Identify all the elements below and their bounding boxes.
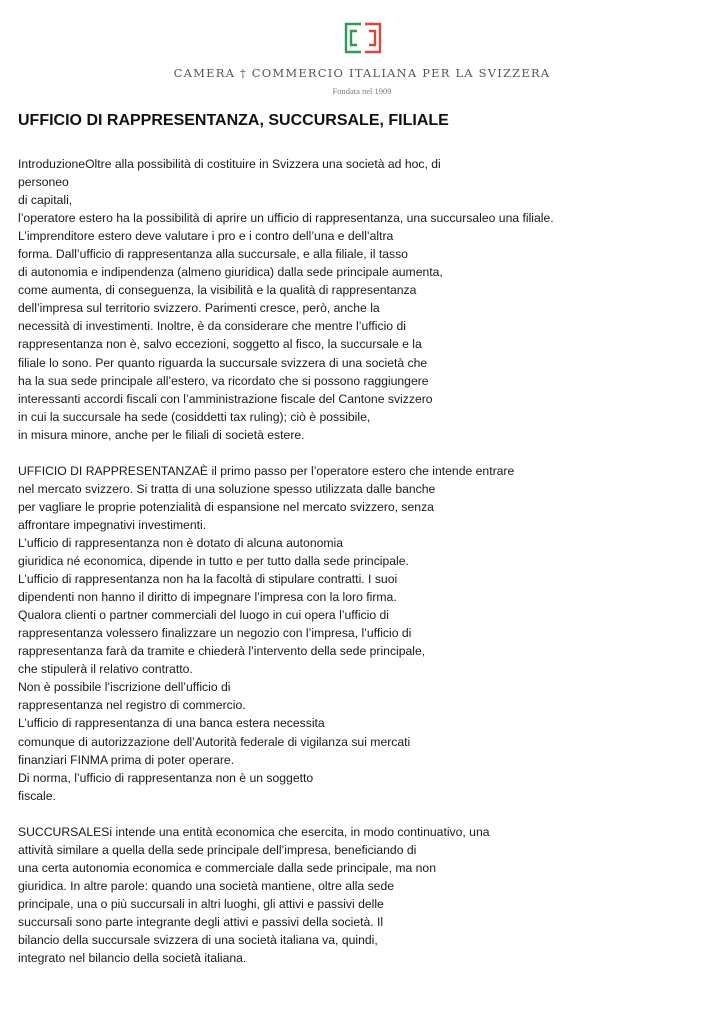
text-line: fiscale.: [18, 788, 56, 803]
text-line: giuridica. In altre parole: quando una società mantiene, oltre alla sede: [18, 878, 395, 893]
page-title: UFFICIO DI RAPPRESENTANZA, SUCCURSALE, FILIALE: [18, 112, 449, 129]
text-line: Di norma, l’ufficio di rappresentanza non è un soggetto: [18, 770, 314, 785]
text-line: SUCCURSALESi intende una entità economica che esercita, in modo continuativo, una: [18, 824, 490, 839]
text-line: UFFICIO DI RAPPRESENTANZAÈ il primo passo per l’operatore estero che intende entrare: [18, 463, 515, 478]
text-line: principale, una o più succursali in altri luoghi, gli attivi e passivi delle: [18, 896, 384, 911]
text-line: integrato nel bilancio della società italiana.: [18, 951, 247, 966]
text-line: attività similare a quella della sede principale dell’impresa, beneficiando di: [18, 842, 417, 857]
text-line: L’ufficio di rappresentanza non è dotato di alcuna autonomia: [18, 535, 344, 550]
text-line: nel mercato svizzero. Si tratta di una soluzione spesso utilizzata dalle banche: [18, 481, 436, 496]
text-line: L’ufficio di rappresentanza non ha la facoltà di stipulare contratti. I suoi: [18, 572, 398, 587]
text-line: come aumenta, di conseguenza, la visibilità e la qualità di rappresentanza: [18, 283, 417, 298]
text-line: forma. Dall’ufficio di rappresentanza alla succursale, e alla filiale, il tasso: [18, 247, 408, 262]
text-line: affrontare impegnativi investimenti.: [18, 517, 207, 532]
text-line: Qualora clienti o partner commerciali del luogo in cui opera l’ufficio di: [18, 608, 390, 623]
text-line: L’ufficio di rappresentanza di una banca estera necessita: [18, 716, 325, 731]
text-line: in misura minore, anche per le filiali di società estere.: [18, 427, 305, 442]
text-line: di capitali,: [18, 193, 73, 208]
text-line: comunque di autorizzazione dell’Autorità federale di vigilanza sui mercati: [18, 734, 411, 749]
text-line: una certa autonomia economica e commerciale dalla sede principale, ma non: [18, 860, 436, 875]
text-line: bilancio della succursale svizzera di una società italiana va, quindi,: [18, 933, 378, 948]
text-line: ha la sua sede principale all’estero, va ricordato che si possono raggiungere: [18, 373, 429, 388]
text-line: personeo: [18, 175, 69, 190]
text-line: per vagliare le proprie potenzialità di espansione nel mercato svizzero, senza: [18, 499, 434, 514]
text-line: rappresentanza farà da tramite e chiederà l’intervento della sede principale,: [18, 644, 426, 659]
text-line: l’operatore estero ha la possibilità di aprire un ufficio di rappresentanza, una succursaleo una filiale.: [18, 211, 554, 226]
organization-founded: Fondata nel 1909: [332, 86, 392, 96]
paragraph-gap: [18, 444, 708, 462]
text-line: dipendenti non hanno il diritto di impegnare l’impresa con la loro firma.: [18, 590, 397, 605]
text-line: Non è possibile l’iscrizione dell’ufficio di: [18, 680, 231, 695]
text-line: IntroduzioneOltre alla possibilità di costituire in Svizzera una società ad hoc, di: [18, 157, 441, 171]
text-line: finanziari FINMA prima di poter operare.: [18, 752, 235, 767]
organization-name: CAMERA † COMMERCIO ITALIANA PER LA SVIZZERA: [173, 66, 551, 80]
paragraph-gap: [18, 805, 708, 823]
text-line: filiale lo sono. Per quanto riguarda la succursale svizzera di una società che: [18, 355, 428, 370]
text-line: L’imprenditore estero deve valutare i pro e i contro dell’una e dell’altra: [18, 229, 394, 244]
text-line: succursali sono parte integrante degli attivi e passivi della società. Il: [18, 914, 384, 929]
text-line: rappresentanza non è, salvo eccezioni, soggetto al fisco, la succursale e la: [18, 337, 422, 352]
text-line: di autonomia e indipendenza (almeno giuridica) dalla sede principale aumenta,: [18, 265, 443, 280]
cci-logo-icon: [343, 22, 383, 54]
text-line: rappresentanza nel registro di commercio.: [18, 698, 246, 713]
text-line: necessità di investimenti. Inoltre, è da considerare che mentre l’ufficio di: [18, 319, 406, 334]
text-line: rappresentanza volessero finalizzare un negozio con l’impresa, l’ufficio di: [18, 626, 412, 641]
text-line: giuridica né economica, dipende in tutto e per tutto dalla sede principale.: [18, 554, 409, 569]
document-body: [18, 155, 708, 967]
text-line: che stipulerà il relativo contratto.: [18, 662, 193, 677]
page-header: [0, 0, 724, 100]
text-line: dell’impresa sul territorio svizzero. Parimenti cresce, però, anche la: [18, 301, 380, 316]
text-line: interessanti accordi fiscali con l’amministrazione fiscale del Cantone svizzero: [18, 391, 433, 406]
text-line: in cui la succursale ha sede (cosiddetti tax ruling); ciò è possibile,: [18, 409, 371, 424]
